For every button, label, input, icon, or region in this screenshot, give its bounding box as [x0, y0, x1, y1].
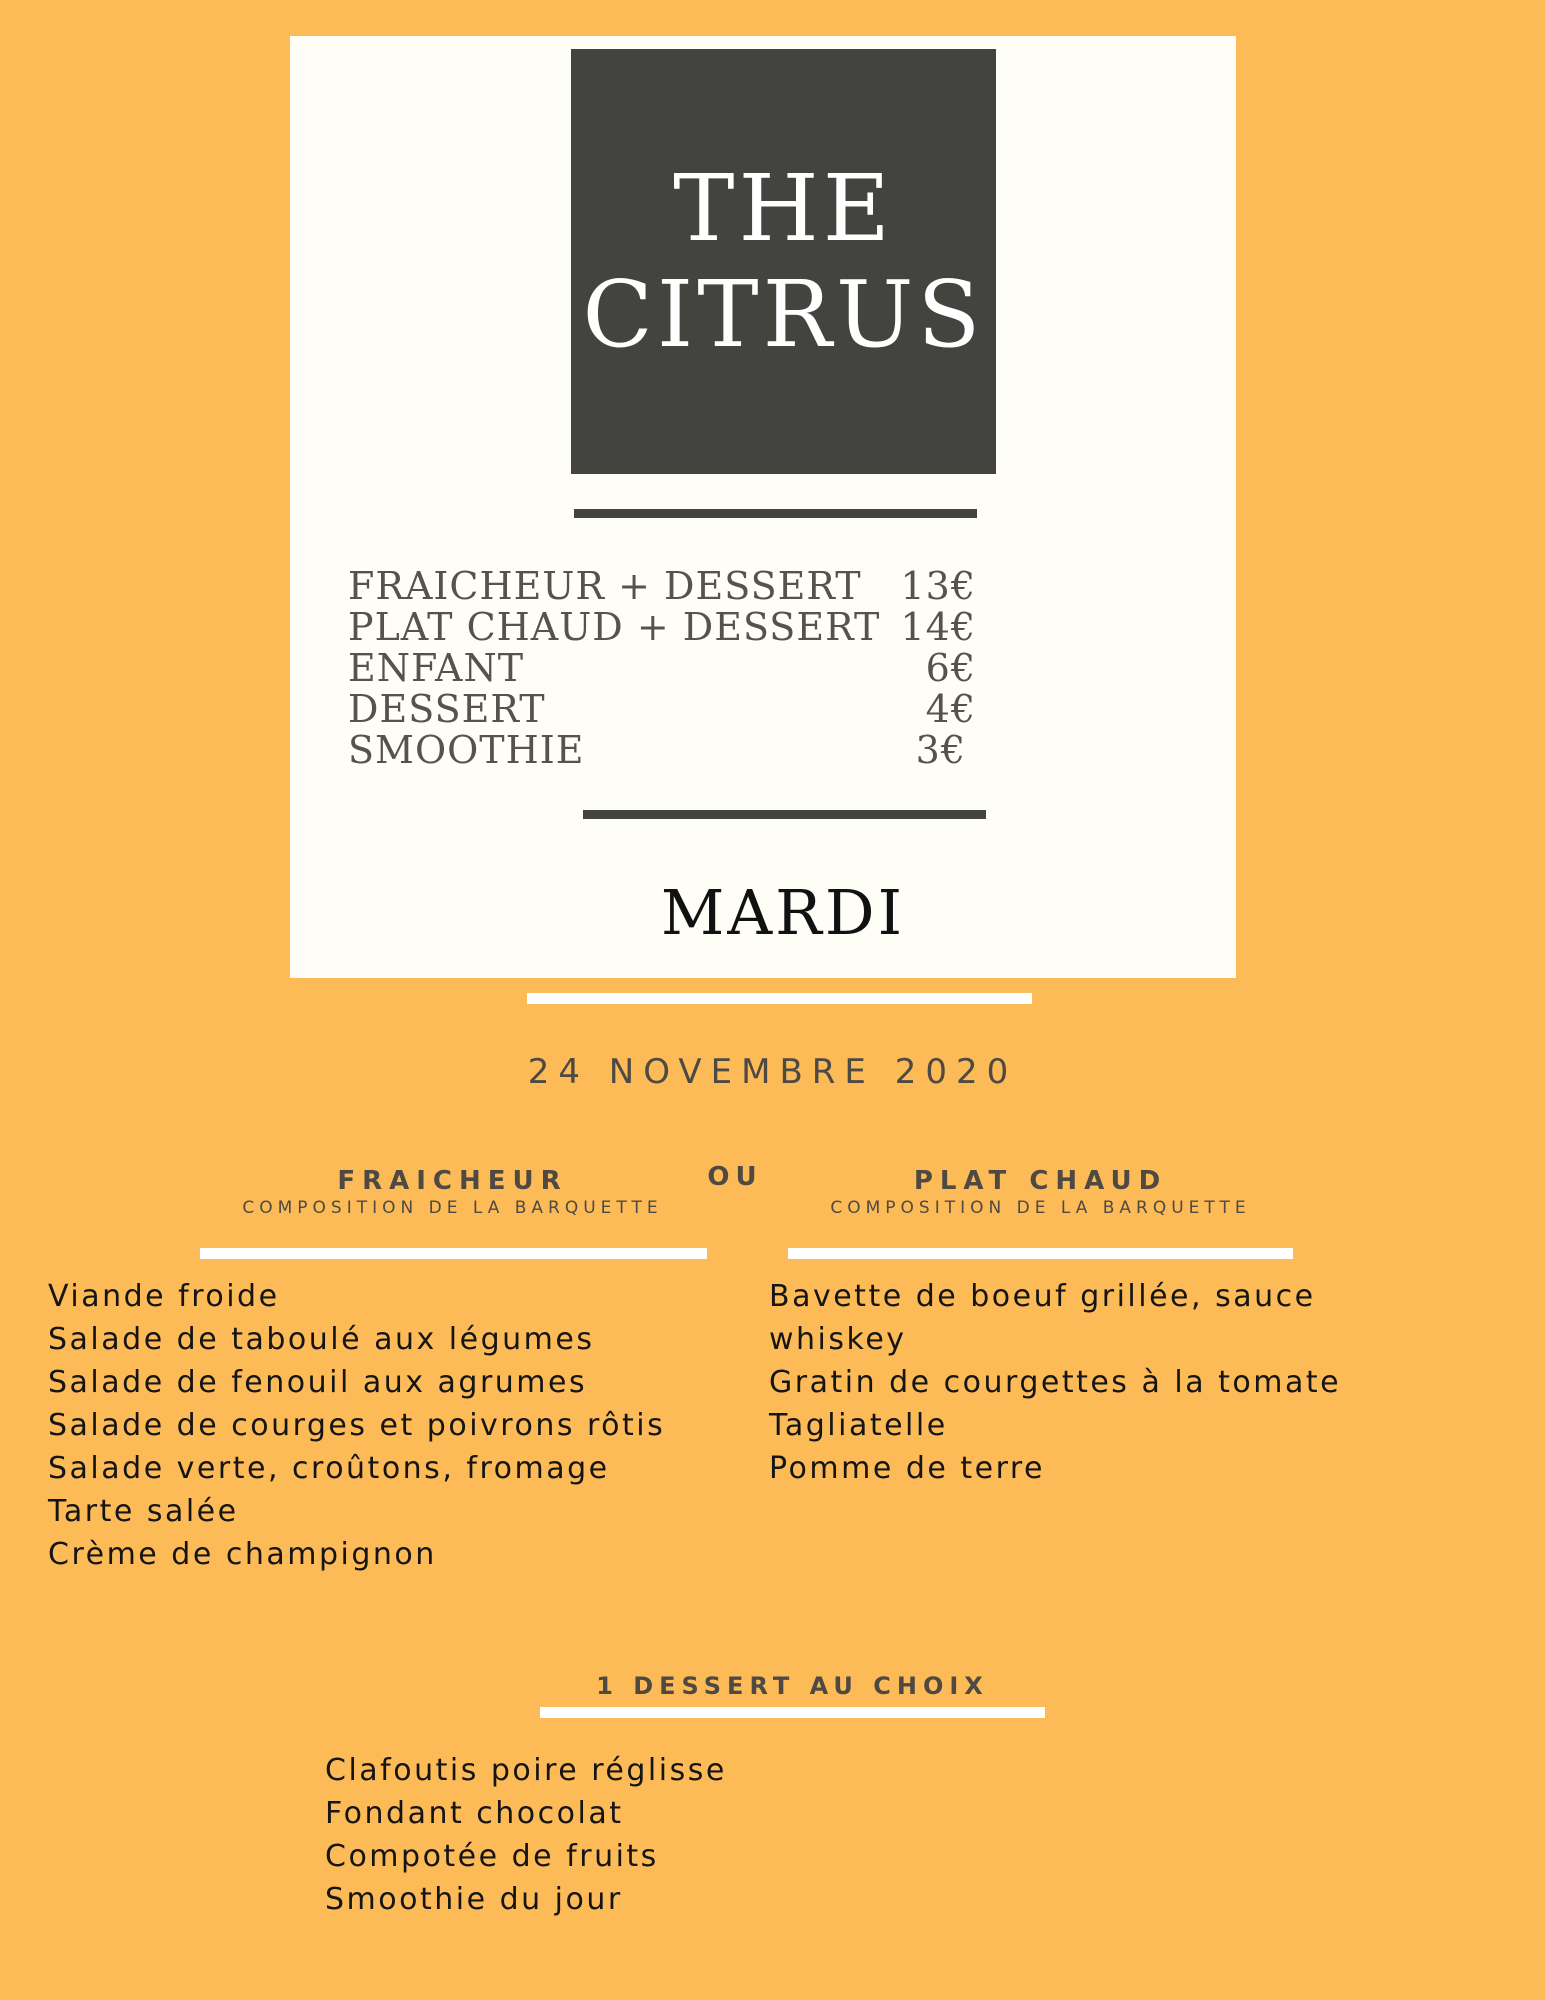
price-label: ENFANT: [348, 646, 525, 690]
list-item: Tagliatelle: [769, 1408, 948, 1443]
plat-chaud-subtitle: COMPOSITION DE LA BARQUETTE: [830, 1198, 1251, 1218]
list-item: Tarte salée: [48, 1494, 239, 1529]
price-row: [348, 648, 976, 689]
fraicheur-list: [48, 1275, 665, 1576]
list-item: Clafoutis poire réglisse: [325, 1753, 727, 1788]
fraicheur-title: FRAICHEUR: [337, 1166, 568, 1196]
price-row: [348, 607, 976, 648]
logo-box: [571, 49, 996, 474]
price-row: [348, 689, 976, 730]
list-item: Gratin de courgettes à la tomate: [769, 1365, 1342, 1400]
list-item: Fondant chocolat: [325, 1796, 624, 1831]
price-value: 6€: [925, 646, 976, 690]
dessert-title: 1 DESSERT AU CHOIX: [596, 1672, 989, 1700]
price-row: [348, 730, 976, 771]
price-label: PLAT CHAUD + DESSERT: [348, 605, 881, 649]
plat-chaud-title: PLAT CHAUD: [913, 1166, 1168, 1196]
price-value: 13€: [900, 564, 976, 608]
fraicheur-subtitle: COMPOSITION DE LA BARQUETTE: [242, 1198, 663, 1218]
divider-dessert: [540, 1707, 1045, 1718]
price-label: FRAICHEUR + DESSERT: [348, 564, 862, 608]
divider-top: [574, 509, 977, 518]
divider-fraicheur: [200, 1248, 707, 1259]
day-heading: MARDI: [660, 876, 906, 949]
price-list: [348, 566, 976, 771]
list-item: Salade de courges et poivrons rôtis: [48, 1408, 666, 1443]
list-item: Pomme de terre: [769, 1451, 1046, 1486]
list-item: Smoothie du jour: [325, 1882, 623, 1917]
plat-chaud-list: [769, 1275, 1341, 1490]
divider-plat-chaud: [788, 1248, 1293, 1259]
price-label: SMOOTHIE: [348, 728, 585, 772]
price-value: 3€: [915, 728, 966, 772]
list-item: whiskey: [769, 1322, 907, 1357]
list-item: Crème de champignon: [48, 1537, 437, 1572]
logo-line-2: CITRUS: [582, 260, 985, 368]
price-label: DESSERT: [348, 687, 546, 731]
price-value: 14€: [900, 605, 976, 649]
list-item: Salade de fenouil aux agrumes: [48, 1365, 588, 1400]
list-item: Viande froide: [48, 1279, 280, 1314]
or-connector: OU: [707, 1162, 763, 1192]
dessert-list: [325, 1749, 727, 1921]
date-heading: 24 NOVEMBRE 2020: [527, 1052, 1018, 1092]
list-item: Salade de taboulé aux légumes: [48, 1322, 595, 1357]
divider-bottom: [583, 810, 986, 819]
price-value: 4€: [925, 687, 976, 731]
list-item: Bavette de boeuf grillée, sauce: [769, 1279, 1316, 1314]
list-item: Compotée de fruits: [325, 1839, 659, 1874]
divider-date: [527, 993, 1032, 1004]
price-row: [348, 566, 976, 607]
logo-line-1: THE: [673, 154, 894, 262]
list-item: Salade verte, croûtons, fromage: [48, 1451, 610, 1486]
